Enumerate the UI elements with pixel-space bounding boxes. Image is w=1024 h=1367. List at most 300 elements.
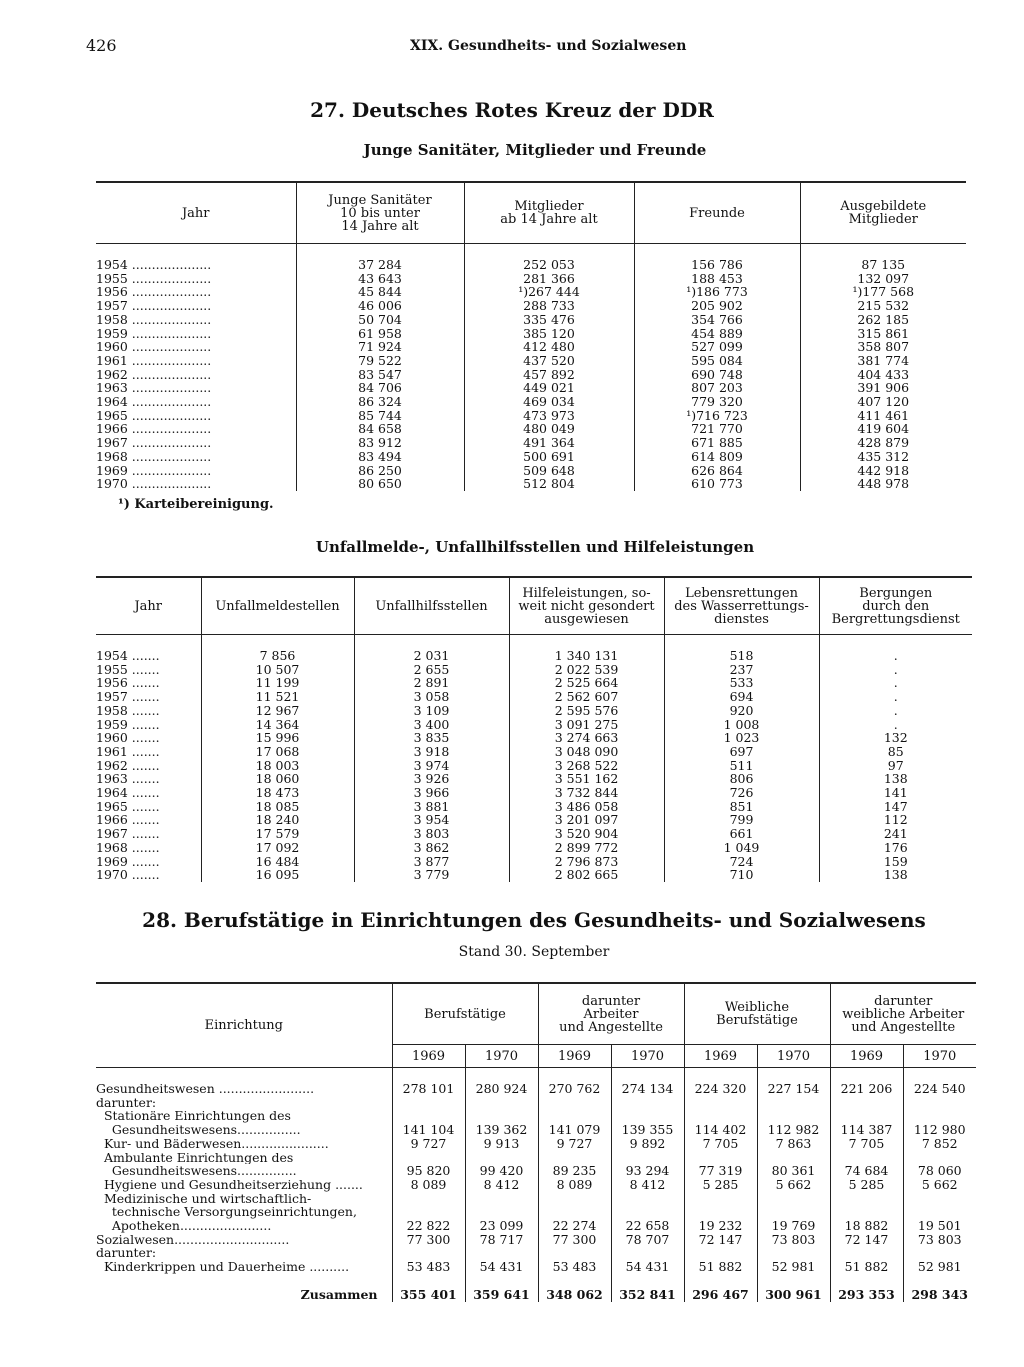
table2-cell: 3 091 275 (509, 718, 664, 732)
table1-cell: ¹)267 444 (464, 285, 634, 299)
table3-cell (465, 1246, 538, 1260)
table2-cell: 18 085 (201, 800, 354, 814)
table3-cell (611, 1192, 684, 1206)
table1-cell: 86 250 (296, 464, 464, 478)
table-row (96, 1192, 976, 1206)
table2-cell: 661 (664, 827, 819, 841)
table2-header-cell: Hilfeleistungen, so- weit nicht gesondert ausgewiesen (509, 577, 664, 635)
table3-cell (757, 1151, 830, 1165)
table3-cell: 80 361 (757, 1164, 830, 1178)
table2-year-cell: 1960 ....... (96, 731, 160, 745)
table1-cell: 721 770 (634, 422, 800, 436)
table3-cell: 99 420 (465, 1164, 538, 1178)
table2-cell: 2 022 539 (509, 663, 664, 677)
table3-cell: 9 913 (465, 1137, 538, 1151)
table1-header-row (96, 182, 966, 244)
table2-year-cell: 1969 ....... (96, 854, 160, 869)
table2-cell: 1 340 131 (509, 649, 664, 663)
table2-cell: 3 551 162 (509, 772, 664, 786)
table2-cell: 17 068 (201, 745, 354, 759)
table3-row-label: Gesundheitswesen ........................ (96, 1082, 315, 1096)
table3-cell (830, 1246, 903, 1260)
table-row (96, 704, 972, 718)
table-row (96, 313, 966, 327)
table3-total-cell: 293 353 (830, 1288, 903, 1302)
table1-body (96, 244, 966, 491)
table3-cell (684, 1205, 757, 1219)
table-row (96, 1137, 976, 1151)
table1-year-cell: 1962 .................... (96, 367, 212, 382)
table3-cell (538, 1096, 611, 1110)
table1-cell: 779 320 (634, 395, 800, 409)
table2-cell: 159 (819, 855, 972, 869)
table1-footnote: ¹) Karteibereinigung. (118, 497, 274, 512)
table3-cell: 19 232 (684, 1219, 757, 1233)
table2-cell: . (819, 718, 972, 732)
table-accident-stations (96, 576, 972, 882)
table3-row-label: Stationäre Einrichtungen des (96, 1109, 291, 1124)
table3-cell (392, 1151, 465, 1165)
table2-cell: 3 048 090 (509, 745, 664, 759)
table3-cell (392, 1246, 465, 1260)
table1-cell: 156 786 (634, 258, 800, 272)
table3-cell: 78 707 (611, 1233, 684, 1247)
table1-cell: 437 520 (464, 354, 634, 368)
table-row (96, 855, 972, 869)
table1-header-cell: Jahr (96, 182, 296, 244)
table1-cell: 473 973 (464, 409, 634, 423)
table1-cell: 385 120 (464, 327, 634, 341)
table3-cell: 77 319 (684, 1164, 757, 1178)
table-row (96, 663, 972, 677)
table1-cell: 79 522 (296, 354, 464, 368)
table3-cell (684, 1192, 757, 1206)
table3-cell (465, 1096, 538, 1110)
table3-year-header: 1969 (684, 1045, 757, 1068)
table-row (96, 1260, 976, 1274)
table-row (96, 772, 972, 786)
table1-year-cell: 1967 .................... (96, 436, 212, 450)
table3-cell: 5 662 (757, 1178, 830, 1192)
table2-cell: 18 003 (201, 759, 354, 773)
table2-cell: 3 109 (354, 704, 509, 718)
table3-cell: 78 717 (465, 1233, 538, 1247)
table-row (96, 786, 972, 800)
table-row (96, 813, 972, 827)
table3-cell (757, 1096, 830, 1110)
table2-cell: 3 268 522 (509, 759, 664, 773)
table1-cell: 84 706 (296, 381, 464, 395)
table2-header-cell: Lebensrettungen des Wasserrettungs- dienstes (664, 577, 819, 635)
table1-cell: 43 643 (296, 272, 464, 286)
table-youth-members-friends (96, 181, 966, 491)
table2-year-cell: 1954 ....... (96, 649, 160, 663)
table3-cell (903, 1096, 976, 1110)
table2-cell: 85 (819, 745, 972, 759)
table2-cell: 710 (664, 868, 819, 882)
table-row (96, 1246, 976, 1260)
table1-cell: 690 748 (634, 368, 800, 382)
table1-year-cell: 1969 .................... (96, 463, 212, 478)
table2-body (96, 635, 972, 882)
table2-cell: 3 966 (354, 786, 509, 800)
table3-cell (465, 1205, 538, 1219)
table1-cell: 491 364 (464, 436, 634, 450)
table3-cell (538, 1151, 611, 1165)
table3-cell: 224 540 (903, 1082, 976, 1096)
table3-cell: 112 982 (757, 1123, 830, 1137)
table-row (96, 745, 972, 759)
table3-total-cell: 298 343 (903, 1288, 976, 1302)
table1-year-cell: 1961 .................... (96, 353, 212, 368)
table-row (96, 422, 966, 436)
table3-cell: 5 285 (830, 1178, 903, 1192)
table3-cell (903, 1205, 976, 1219)
table2-cell: 3 732 844 (509, 786, 664, 800)
table3-cell: 77 300 (392, 1233, 465, 1247)
table2-cell: 3 486 058 (509, 800, 664, 814)
table3-cell: 53 483 (392, 1260, 465, 1274)
table3-cell: 22 274 (538, 1219, 611, 1233)
table2-cell: 518 (664, 649, 819, 663)
table3-year-header: 1970 (903, 1045, 976, 1068)
table-row (96, 327, 966, 341)
table3-cell: 7 852 (903, 1137, 976, 1151)
table3-total-row (96, 1288, 976, 1302)
table2-cell: 3 803 (354, 827, 509, 841)
table3-cell (392, 1109, 465, 1123)
table1-cell: 132 097 (800, 272, 966, 286)
table3-row-label: darunter: (96, 1246, 157, 1261)
table3-cell (611, 1205, 684, 1219)
table3-cell (538, 1246, 611, 1260)
table3-cell: 72 147 (684, 1233, 757, 1247)
table1-cell: 449 021 (464, 381, 634, 395)
table3-cell (903, 1192, 976, 1206)
table3-row-label: Kinderkrippen und Dauerheime .......... (96, 1260, 350, 1274)
table3-cell (611, 1246, 684, 1260)
table-row (96, 340, 966, 354)
table2-cell: 3 779 (354, 868, 509, 882)
table1-cell: 71 924 (296, 340, 464, 354)
table1-header-cell: Junge Sanitäter 10 bis unter 14 Jahre alt (296, 182, 464, 244)
table3-group-header: Weibliche Berufstätige (684, 983, 830, 1045)
table-row (96, 868, 972, 882)
table1-cell: 411 461 (800, 409, 966, 423)
table3-cell (903, 1151, 976, 1165)
table2-cell: 3 274 663 (509, 731, 664, 745)
table3-cell: 95 820 (392, 1164, 465, 1178)
table2-cell: . (819, 663, 972, 677)
table2-cell: 241 (819, 827, 972, 841)
table1-cell: 84 658 (296, 422, 464, 436)
table3-cell: 8 089 (538, 1178, 611, 1192)
table3-cell (538, 1205, 611, 1219)
table1-cell: 86 324 (296, 395, 464, 409)
table-row (96, 258, 966, 272)
table2-cell: 7 856 (201, 649, 354, 663)
table-row (96, 1096, 976, 1110)
table1-cell: 188 453 (634, 272, 800, 286)
table-row (96, 409, 966, 423)
table3-row-label: Gesundheitswesens............... (96, 1164, 297, 1178)
table3-cell: 89 235 (538, 1164, 611, 1178)
table2-cell: 694 (664, 690, 819, 704)
table3-cell: 270 762 (538, 1082, 611, 1096)
table2-cell: . (819, 649, 972, 663)
table1-header-cell: Mitglieder ab 14 Jahre alt (464, 182, 634, 244)
table2-cell: 17 579 (201, 827, 354, 841)
table2-cell: 18 060 (201, 772, 354, 786)
table3-year-header: 1970 (611, 1045, 684, 1068)
table2-header-cell: Unfallmeldestellen (201, 577, 354, 635)
table3-cell: 74 684 (830, 1164, 903, 1178)
table2-cell: 3 862 (354, 841, 509, 855)
table3-cell (465, 1109, 538, 1123)
table3-cell: 7 705 (830, 1137, 903, 1151)
table3-row-label: Gesundheitswesens................ (96, 1123, 301, 1137)
table-row (96, 1178, 976, 1192)
table2-header-cell: Bergungen durch den Bergrettungsdienst (819, 577, 972, 635)
table-row (96, 827, 972, 841)
table3-cell (611, 1109, 684, 1123)
table3-cell: 141 104 (392, 1123, 465, 1137)
table2-cell: 806 (664, 772, 819, 786)
table2-cell: 138 (819, 772, 972, 786)
table3-cell: 22 822 (392, 1219, 465, 1233)
table1-year-cell: 1964 .................... (96, 395, 212, 409)
table3-group-header: Berufstätige (392, 983, 538, 1045)
table3-cell: 224 320 (684, 1082, 757, 1096)
table2-year-cell: 1963 ....... (96, 772, 160, 787)
table3-cell (611, 1096, 684, 1110)
table3-cell: 139 355 (611, 1123, 684, 1137)
table3-cell (757, 1192, 830, 1206)
table1-cell: 85 744 (296, 409, 464, 423)
table3-cell: 53 483 (538, 1260, 611, 1274)
table1-year-cell: 1965 .................... (96, 408, 212, 423)
table3-cell (757, 1205, 830, 1219)
table1-year-cell: 1963 .................... (96, 381, 212, 396)
table3-row-label: Apotheken....................... (96, 1219, 272, 1233)
table3-cell (830, 1192, 903, 1206)
table3-row-label: Ambulante Einrichtungen des (96, 1150, 294, 1165)
table1-cell: 215 532 (800, 299, 966, 313)
table2-cell: 3 835 (354, 731, 509, 745)
table2-cell: 2 891 (354, 676, 509, 690)
table1-subtitle: Junge Sanitäter, Mitglieder und Freunde (363, 141, 707, 159)
table3-cell: 112 980 (903, 1123, 976, 1137)
table1-year-cell: 1970 .................... (96, 477, 212, 491)
table2-subtitle: Unfallmelde-, Unfallhilfsstellen und Hilfeleistungen (315, 538, 755, 556)
table1-year-cell: 1958 .................... (96, 312, 212, 327)
table-row (96, 800, 972, 814)
table1-cell: 671 885 (634, 436, 800, 450)
table2-cell: 3 201 097 (509, 813, 664, 827)
table2-cell: 11 521 (201, 690, 354, 704)
table2-cell: 138 (819, 868, 972, 882)
table-row (96, 450, 966, 464)
table3-cell: 23 099 (465, 1219, 538, 1233)
table1-cell: 37 284 (296, 258, 464, 272)
table3-cell: 51 882 (830, 1260, 903, 1274)
table3-total-cell: 352 841 (611, 1288, 684, 1302)
table3-row-label: Medizinische und wirtschaftlich- (96, 1191, 312, 1206)
table1-cell: 83 912 (296, 436, 464, 450)
table2-year-cell: 1958 ....... (96, 703, 160, 718)
table1-cell: 315 861 (800, 327, 966, 341)
table1-year-cell: 1966 .................... (96, 422, 212, 437)
table2-year-cell: 1964 ....... (96, 786, 160, 800)
table3-cell: 52 981 (757, 1260, 830, 1274)
table2-cell: 14 364 (201, 718, 354, 732)
table-row (96, 395, 966, 409)
table2-cell: 16 095 (201, 868, 354, 882)
table1-cell: ¹)177 568 (800, 285, 966, 299)
table1-cell: 500 691 (464, 450, 634, 464)
table2-cell: 533 (664, 676, 819, 690)
table3-cell: 139 362 (465, 1123, 538, 1137)
table2-cell: 3 877 (354, 855, 509, 869)
table3-row-label: Sozialwesen............................. (96, 1232, 290, 1247)
table3-cell (392, 1192, 465, 1206)
table3-cell: 18 882 (830, 1219, 903, 1233)
table3-total-cell: 359 641 (465, 1288, 538, 1302)
table2-cell: 3 058 (354, 690, 509, 704)
table2-cell: 3 520 904 (509, 827, 664, 841)
table3-cell: 227 154 (757, 1082, 830, 1096)
table3-cell: 7 705 (684, 1137, 757, 1151)
table-row (96, 676, 972, 690)
table3-cell: 52 981 (903, 1260, 976, 1274)
table2-cell: 2 562 607 (509, 690, 664, 704)
table2-cell: 15 996 (201, 731, 354, 745)
table2-cell: 799 (664, 813, 819, 827)
table3-cell: 9 727 (392, 1137, 465, 1151)
table3-cell: 51 882 (684, 1260, 757, 1274)
table2-cell: 3 918 (354, 745, 509, 759)
table1-cell: 412 480 (464, 340, 634, 354)
table-row (96, 477, 966, 491)
table1-cell: 419 604 (800, 422, 966, 436)
table-row (96, 1164, 976, 1178)
table1-year-cell: 1956 .................... (96, 285, 212, 300)
table1-cell: 252 053 (464, 258, 634, 272)
table-row (96, 464, 966, 478)
table1-year-cell: 1968 .................... (96, 449, 212, 464)
table2-year-cell: 1956 ....... (96, 676, 160, 691)
table1-cell: 407 120 (800, 395, 966, 409)
table2-cell: . (819, 704, 972, 718)
table3-cell (830, 1109, 903, 1123)
table2-cell: 724 (664, 855, 819, 869)
table2-cell: 11 199 (201, 676, 354, 690)
table3-cell: 8 412 (611, 1178, 684, 1192)
table1-year-cell: 1955 .................... (96, 271, 212, 286)
table1-cell: 442 918 (800, 464, 966, 478)
table3-cell (830, 1151, 903, 1165)
table1-cell: 358 807 (800, 340, 966, 354)
table1-year-cell: 1957 .................... (96, 299, 212, 313)
table3-cell (757, 1246, 830, 1260)
table3-cell: 114 402 (684, 1123, 757, 1137)
table2-cell: 851 (664, 800, 819, 814)
table1-cell: 335 476 (464, 313, 634, 327)
table1-cell: 288 733 (464, 299, 634, 313)
table2-cell: 3 881 (354, 800, 509, 814)
table2-year-cell: 1968 ....... (96, 840, 160, 855)
table3-spacer-row (96, 1274, 976, 1288)
table1-cell: ¹)716 723 (634, 409, 800, 423)
table1-cell: 87 135 (800, 258, 966, 272)
table1-cell: 626 864 (634, 464, 800, 478)
table3-cell: 77 300 (538, 1233, 611, 1247)
table3-row-label: darunter: (96, 1095, 157, 1110)
table3-cell (830, 1096, 903, 1110)
table1-cell: 457 892 (464, 368, 634, 382)
table2-year-cell: 1961 ....... (96, 744, 160, 759)
table3-group-header: darunter weibliche Arbeiter und Angestellte (830, 983, 976, 1045)
table-row (96, 649, 972, 663)
table3-cell: 5 285 (684, 1178, 757, 1192)
table1-cell: 454 889 (634, 327, 800, 341)
table2-cell: 726 (664, 786, 819, 800)
table1-cell: 281 366 (464, 272, 634, 286)
table2-header-row (96, 577, 972, 635)
table3-year-header: 1970 (465, 1045, 538, 1068)
table3-cell (392, 1205, 465, 1219)
table3-cell (392, 1096, 465, 1110)
table2-cell: 2 595 576 (509, 704, 664, 718)
table2-cell: 1 049 (664, 841, 819, 855)
table3-cell: 19 501 (903, 1219, 976, 1233)
table3-total-cell: 296 467 (684, 1288, 757, 1302)
table2-cell: 2 802 665 (509, 868, 664, 882)
table3-total-label: Zusammen (300, 1287, 378, 1302)
table3-total-cell: 355 401 (392, 1288, 465, 1302)
table2-year-cell: 1965 ....... (96, 799, 160, 814)
section-28-stand: Stand 30. September (458, 944, 610, 960)
table1-cell: 83 547 (296, 368, 464, 382)
table3-einrichtung-header: Einrichtung (96, 983, 392, 1068)
table3-row-label: technische Versorgungseinrichtungen, (96, 1205, 357, 1220)
table1-header-cell: Ausgebildete Mitglieder (800, 182, 966, 244)
table1-cell: 614 809 (634, 450, 800, 464)
table2-cell: 2 899 772 (509, 841, 664, 855)
table2-cell: 3 974 (354, 759, 509, 773)
table1-cell: 807 203 (634, 381, 800, 395)
table3-cell: 8 412 (465, 1178, 538, 1192)
table-row (96, 1123, 976, 1137)
table1-cell: 61 958 (296, 327, 464, 341)
table2-cell: 18 473 (201, 786, 354, 800)
table1-year-cell: 1959 .................... (96, 326, 212, 341)
table3-total-cell: 348 062 (538, 1288, 611, 1302)
table2-cell: 17 092 (201, 841, 354, 855)
table2-year-cell: 1955 ....... (96, 662, 160, 677)
table3-cell (465, 1192, 538, 1206)
table3-cell (903, 1246, 976, 1260)
table2-cell: 112 (819, 813, 972, 827)
table3-cell (684, 1096, 757, 1110)
table2-cell: 176 (819, 841, 972, 855)
table1-cell: 381 774 (800, 354, 966, 368)
table1-cell: 45 844 (296, 285, 464, 299)
table3-cell: 93 294 (611, 1164, 684, 1178)
table1-cell: 80 650 (296, 477, 464, 491)
table2-cell: 697 (664, 745, 819, 759)
table1-year-cell: 1960 .................... (96, 340, 212, 354)
